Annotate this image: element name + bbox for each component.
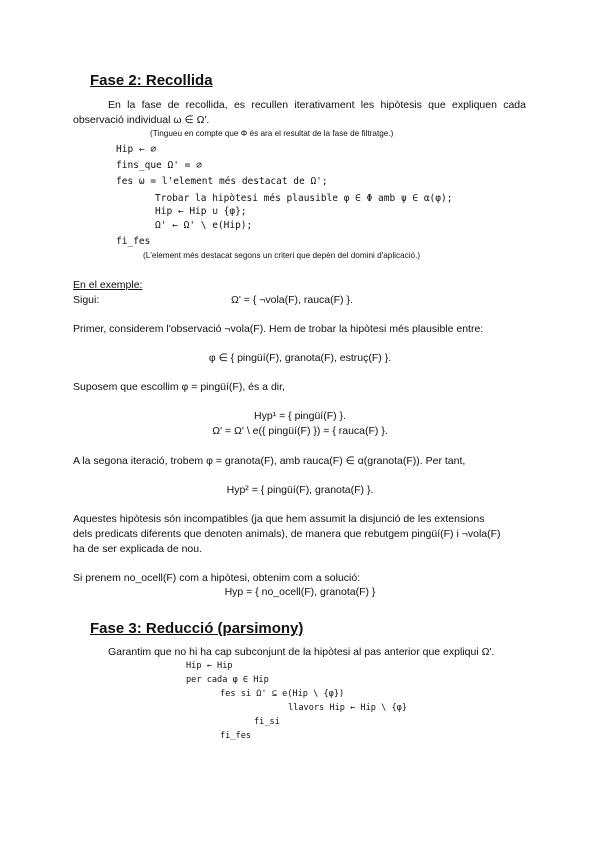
algo-line-2: fins_que Ω' = ∅ [116, 160, 202, 171]
algo-line-1: Hip ← ∅ [116, 144, 157, 155]
reduce-line-5: fi_si [254, 717, 280, 727]
solution: Hyp = { no_ocell(F), granota(F) } [224, 586, 376, 598]
sigui-label: Sigui: [73, 294, 100, 306]
segona-line: A la segona iteració, trobem φ = granota(F), amb rauca(F) ∈ α(granota(F)). Per tant, [73, 455, 466, 467]
incompat-line3: ha de ser explicada de nou. [73, 543, 203, 555]
algo-line-5: Hip ← Hip ∪ {φ}; [155, 206, 247, 217]
suposem-line: Suposem que escollim φ = pingüí(F), és a dir, [73, 381, 285, 393]
incompat-line1: Aquestes hipòtesis són incompatibles (ja que hem assumit la disjunció de les extensions [73, 513, 485, 525]
algo-line-6: Ω' ← Ω' \ e(Hip); [155, 220, 253, 231]
omega-update: Ω' = Ω' \ e({ pingüí(F) }) = { rauca(F) }. [212, 425, 388, 437]
algo-line-3: fes ω = l'element més destacat de Ω'; [116, 176, 328, 187]
hyp2: Hyp² = { pingüí(F), granota(F) }. [226, 484, 374, 496]
section-title-fase2: Fase 2: Recollida [90, 72, 213, 89]
algo-line-7: fi_fes [116, 236, 151, 247]
incompat-line2: dels predicats diferents que denoten animals), de manera que rebutgem pingüí(F) i ¬vola(F) [73, 528, 501, 540]
prenem-line: Si prenem no_ocell(F) com a hipòtesi, obtenim com a solució: [73, 572, 361, 584]
fase2-paragraph-line1: En la fase de recollida, es recullen iterativament les hipòtesis que expliquen cada [108, 99, 526, 111]
fase3-intro: Garantim que no hi ha cap subconjunt de la hipòtesi al pas anterior que expliqui Ω'. [108, 646, 495, 658]
phi-set: φ ∈ { pingüí(F), granota(F), estruç(F) }. [208, 352, 392, 364]
fase2-paragraph-line2: observació individual ω ∈ Ω'. [73, 114, 210, 126]
reduce-line-6: fi_fes [220, 731, 252, 741]
fase2-footnote: (L'element més destacat segons un criteri que depèn del domini d'aplicació.) [143, 251, 421, 260]
reduce-line-4: llavors Hip ← Hip \ {φ} [288, 703, 407, 713]
algo-line-4: Trobar la hipòtesi més plausible φ ∈ Φ amb ψ ∈ α(φ); [155, 193, 453, 204]
reduce-line-1: Hip ← Hip [186, 661, 233, 671]
reduce-line-3: fes si Ω' ⊆ e(Hip \ {φ}) [220, 689, 345, 699]
reduce-line-2: per cada φ ∈ Hip [186, 675, 269, 685]
fase2-note: (Tingueu en compte que Φ és ara el resultat de la fase de filtratge.) [150, 129, 394, 138]
section-title-fase3: Fase 3: Reducció (parsimony) [90, 620, 304, 637]
primer-line: Primer, considerem l'observació ¬vola(F). Hem de trobar la hipòtesi més plausible entre: [73, 323, 484, 335]
example-heading: En el exemple: [73, 279, 143, 291]
sigui-value: Ω' = { ¬vola(F), rauca(F) }. [231, 294, 353, 306]
hyp1: Hyp¹ = { pingüí(F) }. [254, 410, 346, 422]
